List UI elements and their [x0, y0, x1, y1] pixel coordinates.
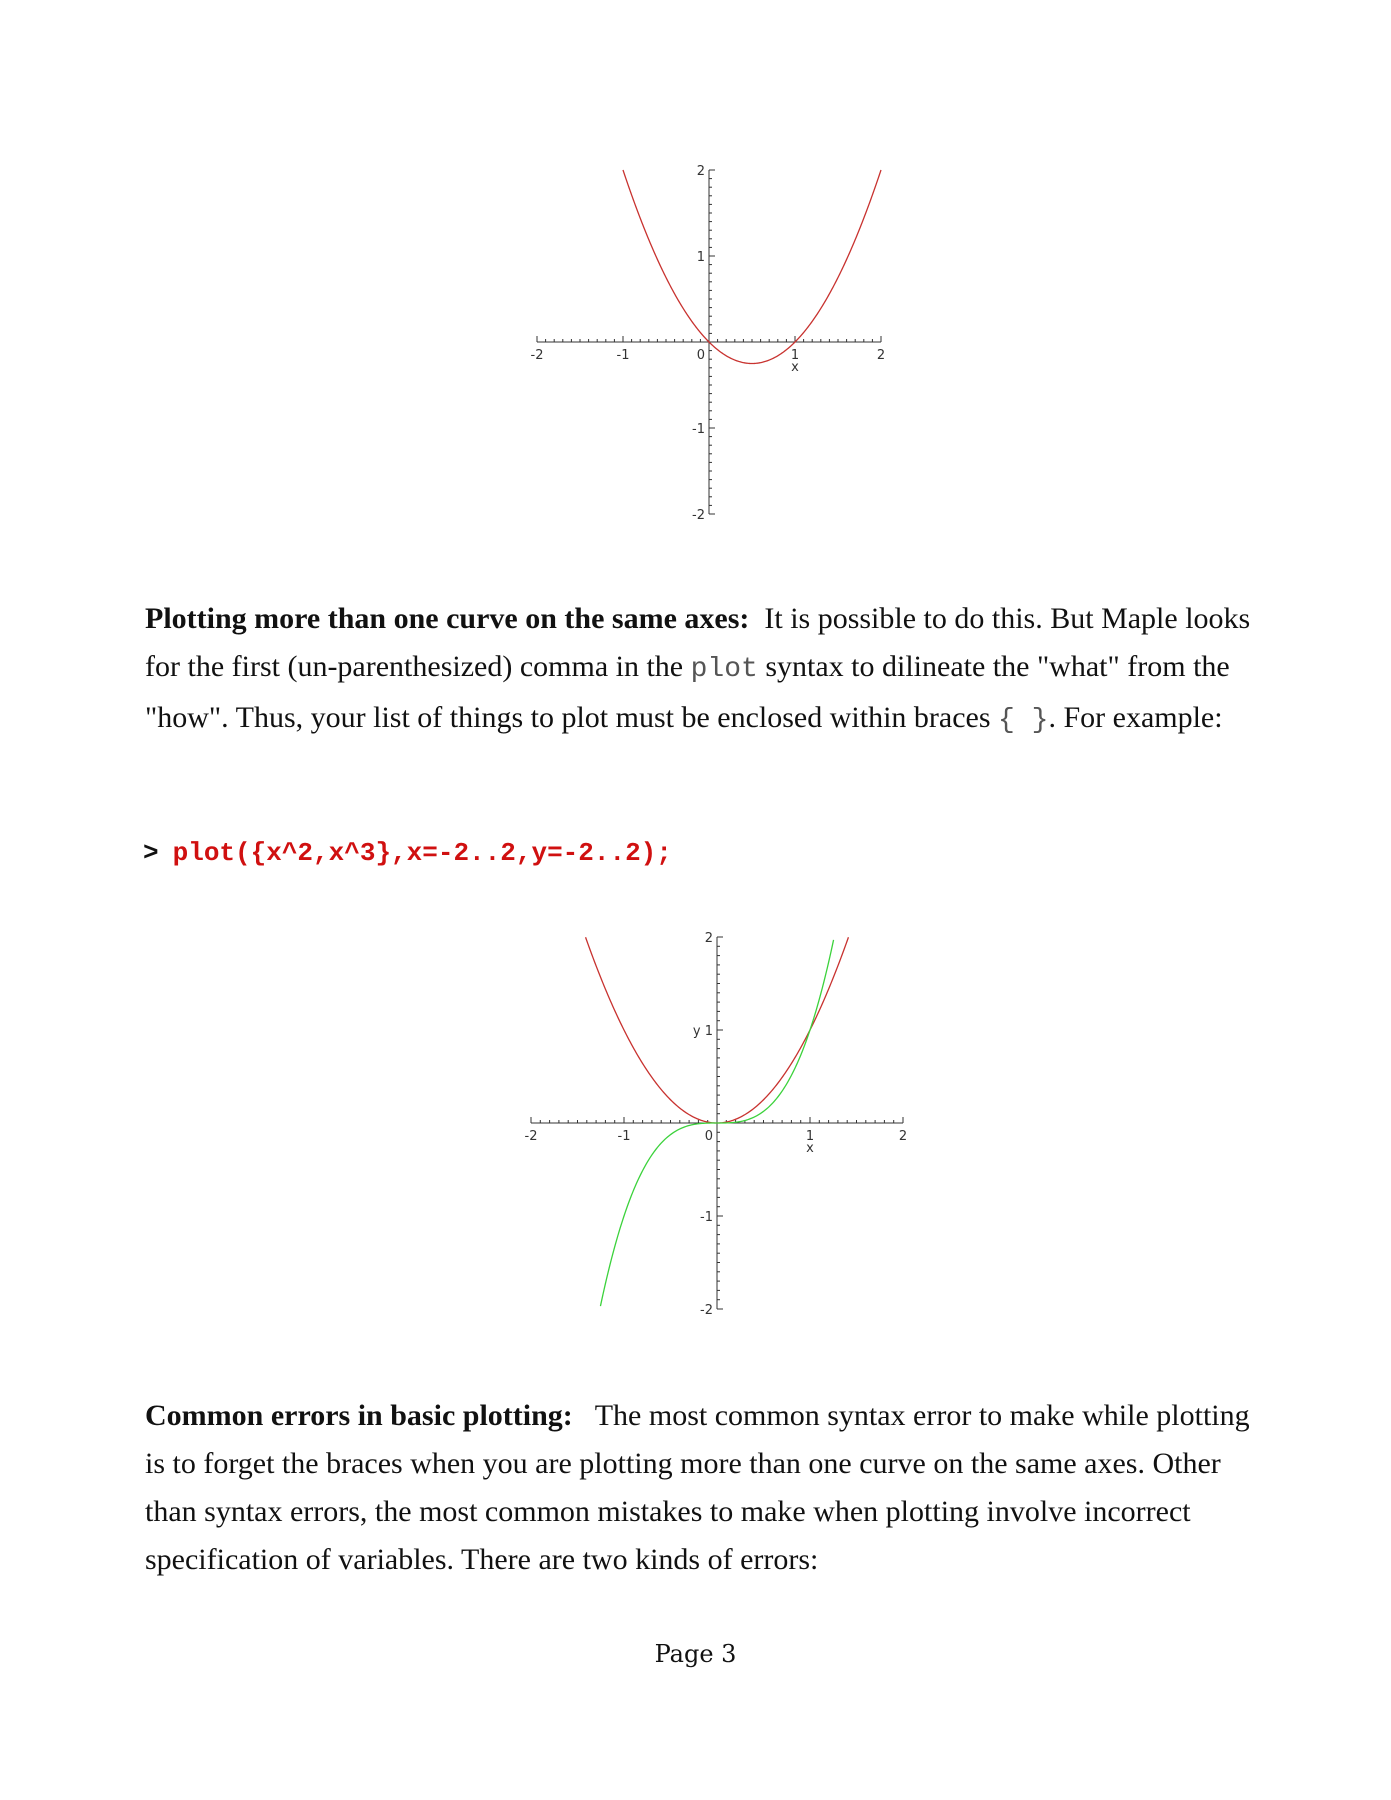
command-prompt: >: [143, 838, 159, 868]
para1-text2: syntax to dilineate the "what" from the "how". Thus, your list of things to plot must be enclosed within braces: [145, 650, 1230, 734]
y-tick-label: -2: [692, 508, 705, 523]
y-tick-label: -1: [700, 1210, 713, 1225]
inline-code-plot: plot: [690, 654, 758, 685]
paragraph-common-errors: [145, 1392, 1265, 1584]
x-tick-label: 0: [696, 348, 705, 363]
y-tick-label: 2: [704, 931, 713, 946]
heading-multiple-curves: Plotting more than one curve on the same axes:: [145, 602, 750, 635]
x-tick-label: -1: [616, 348, 630, 363]
x-tick-label: 0: [704, 1129, 713, 1144]
y-tick-label: 2: [696, 164, 705, 179]
y-tick-label: -1: [692, 422, 705, 437]
para2-text: The most common syntax error to make while plotting is to forget the braces when you are plotting more than one curve on the same axes. Other than syntax errors, the most common mistakes to make when plotting involve incorrect specification of variables. There are two kinds of errors:: [145, 1399, 1250, 1576]
inline-code-braces: { }: [998, 705, 1049, 736]
heading-common-errors: Common errors in basic plotting:: [145, 1399, 573, 1432]
command-code[interactable]: plot({x^2,x^3},x=-2..2,y=-2..2);: [172, 838, 672, 868]
x-tick-label: -2: [524, 1129, 538, 1144]
y-tick-label: -2: [700, 1303, 713, 1318]
x-tick-label: -2: [530, 348, 544, 363]
paragraph-multiple-curves: [145, 595, 1265, 745]
x-tick-label: 1: [805, 1129, 815, 1144]
maple-command-line[interactable]: [143, 838, 672, 868]
y-tick-label: y 1: [692, 1024, 713, 1039]
y-tick-label: 1: [696, 250, 705, 265]
para1-text3: . For example:: [1048, 701, 1223, 734]
page-number: Page 3: [654, 1640, 737, 1668]
x-axis-label: x: [806, 1141, 814, 1156]
para1-text1: It is possible to do this. But Maple looks for the first (un-parenthesized) comma in the: [145, 602, 1251, 683]
x-tick-label: -1: [617, 1129, 631, 1144]
x-tick-label: 2: [898, 1129, 908, 1144]
x-tick-label: 2: [876, 348, 886, 363]
x-tick-label: 1: [790, 348, 800, 363]
x-axis-label: x: [791, 360, 799, 375]
